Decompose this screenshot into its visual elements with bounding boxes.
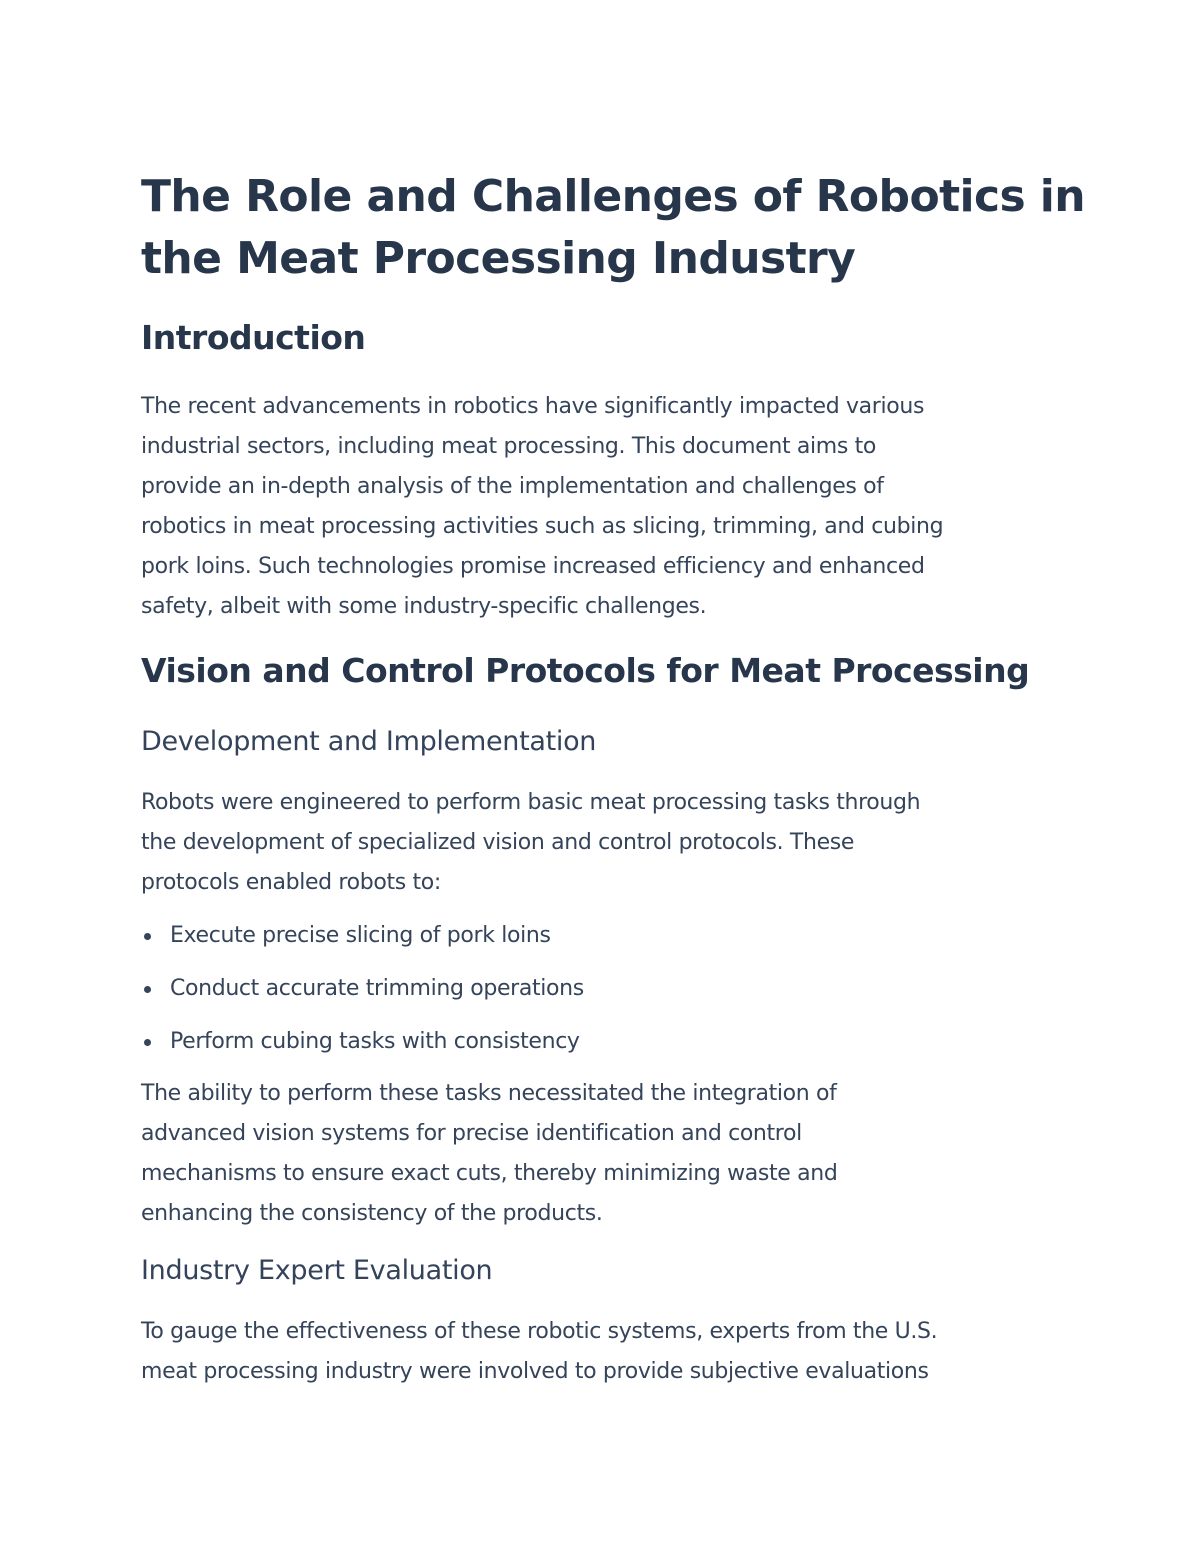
- development-intro-paragraph: [141, 783, 1071, 903]
- introduction-heading: Introduction: [141, 318, 366, 357]
- list-item-text: Execute precise slicing of pork loins: [170, 923, 551, 948]
- paragraph-line: The ability to perform these tasks necessitated the integration of: [141, 1081, 837, 1106]
- evaluation-heading: Industry Expert Evaluation: [141, 1255, 493, 1286]
- document-title: [141, 166, 1085, 290]
- bullet-icon: [144, 986, 151, 993]
- title-line: The Role and Challenges of Robotics in: [141, 171, 1085, 222]
- list-item-text: Conduct accurate trimming operations: [170, 976, 584, 1001]
- paragraph-line: safety, albeit with some industry-specific challenges.: [141, 594, 707, 619]
- bullet-icon: [144, 1039, 151, 1046]
- paragraph-line: mechanisms to ensure exact cuts, thereby minimizing waste and: [141, 1161, 838, 1186]
- evaluation-paragraph: [141, 1312, 1071, 1392]
- paragraph-line: robotics in meat processing activities such as slicing, trimming, and cubing: [141, 514, 944, 539]
- paragraph-line: provide an in-depth analysis of the implementation and challenges of: [141, 474, 884, 499]
- paragraph-line: meat processing industry were involved to provide subjective evaluations: [141, 1359, 929, 1384]
- paragraph-line: the development of specialized vision and control protocols. These: [141, 830, 855, 855]
- paragraph-line: industrial sectors, including meat processing. This document aims to: [141, 434, 876, 459]
- title-line: the Meat Processing Industry: [141, 233, 856, 284]
- introduction-paragraph: [141, 387, 1071, 627]
- paragraph-line: enhancing the consistency of the products.: [141, 1201, 603, 1226]
- bullet-icon: [144, 933, 151, 940]
- paragraph-line: protocols enabled robots to:: [141, 870, 441, 895]
- paragraph-line: To gauge the effectiveness of these robotic systems, experts from the U.S.: [141, 1319, 938, 1344]
- paragraph-line: pork loins. Such technologies promise increased efficiency and enhanced: [141, 554, 925, 579]
- paragraph-line: The recent advancements in robotics have significantly impacted various: [141, 394, 925, 419]
- list-item-text: Perform cubing tasks with consistency: [170, 1029, 580, 1054]
- paragraph-line: advanced vision systems for precise identification and control: [141, 1121, 802, 1146]
- development-heading: Development and Implementation: [141, 726, 597, 757]
- vision-section-heading: Vision and Control Protocols for Meat Processing: [141, 651, 1030, 690]
- development-closing-paragraph: [141, 1074, 1071, 1234]
- paragraph-line: Robots were engineered to perform basic meat processing tasks through: [141, 790, 921, 815]
